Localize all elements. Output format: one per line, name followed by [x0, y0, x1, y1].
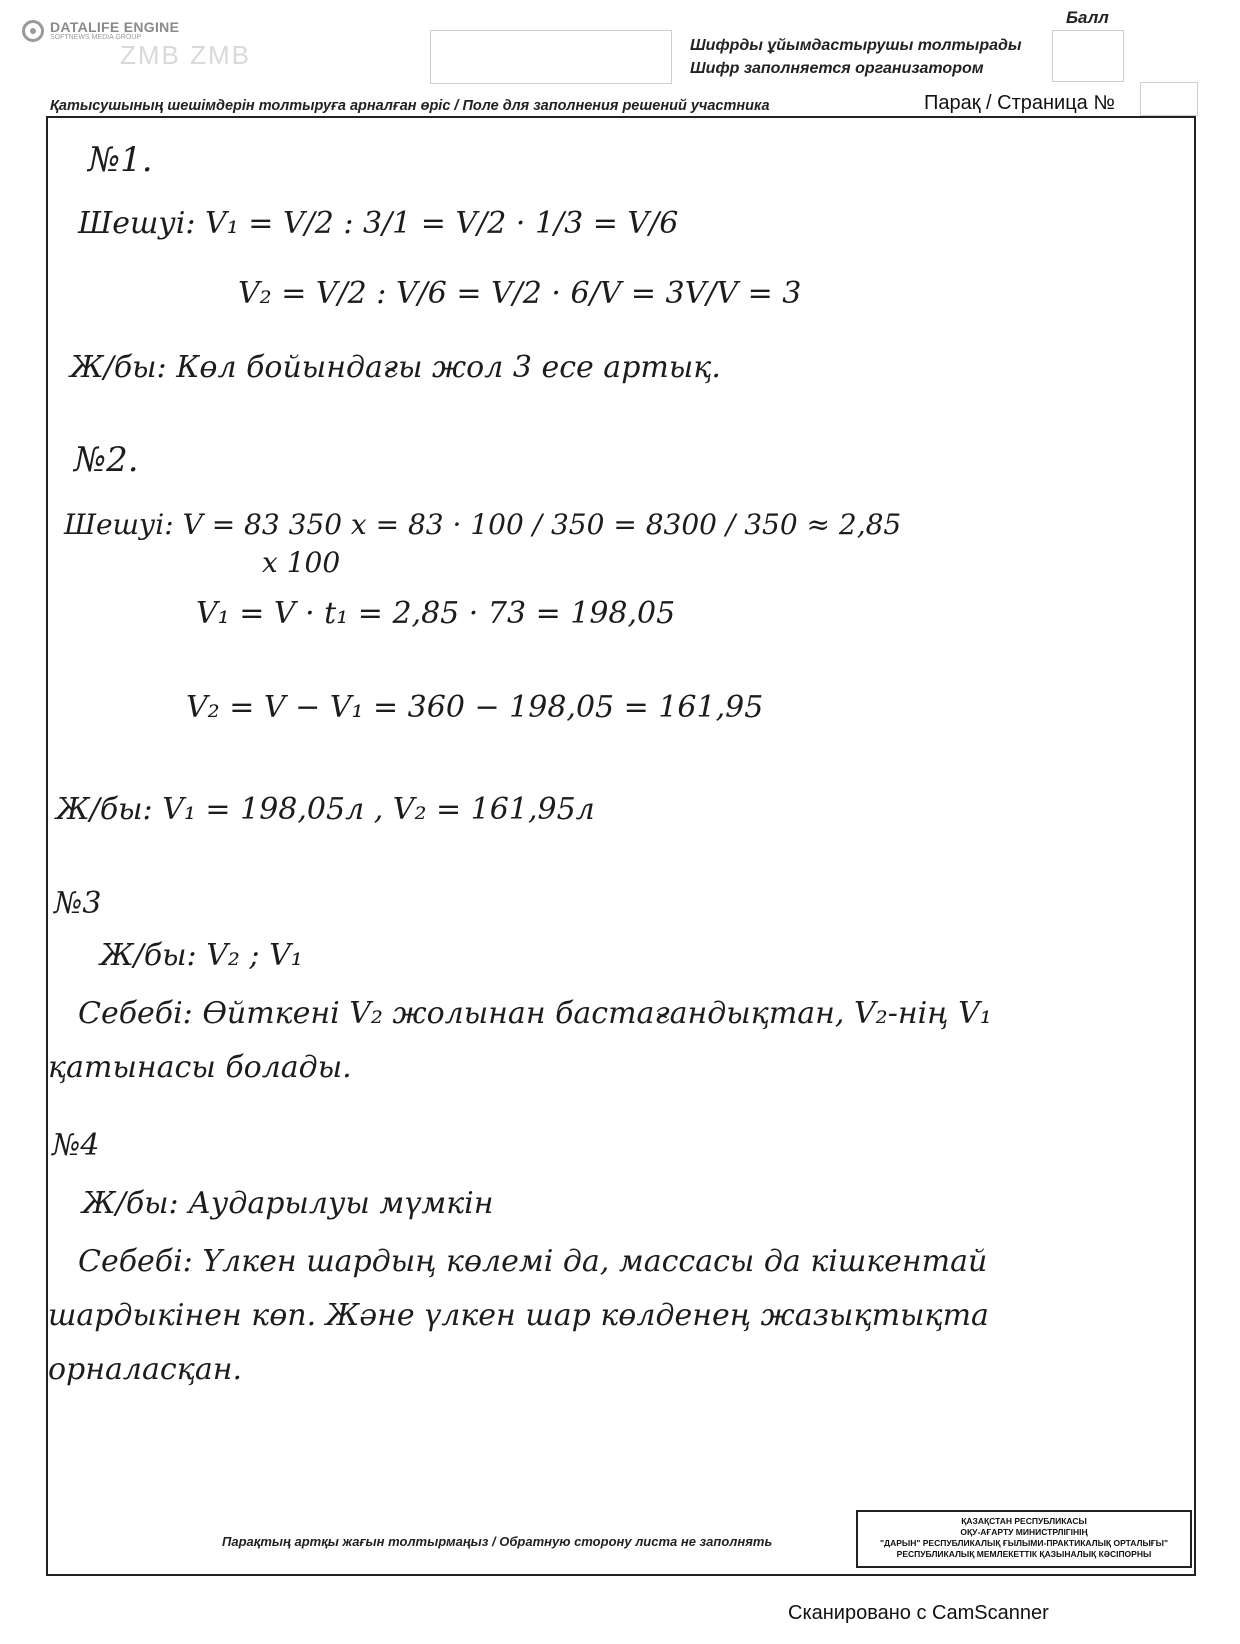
back-side-note: Парақтың артқы жағын толтырмаңыз / Обратную сторону листа не заполнять [222, 1534, 773, 1549]
datalife-logo-icon [22, 20, 44, 42]
cipher-note-kz: Шифрды ұйымдастырушы толтырады [690, 37, 1022, 54]
problem-1-solution-line-2: V₂ = V/2 : V/6 = V/2 · 6/V = 3V/V = 3 [238, 276, 802, 311]
problem-4-number: №4 [52, 1128, 100, 1163]
problem-2-solution-line-1b: x 100 [262, 546, 341, 579]
problem-1-solution-line-1: Шешуі: V₁ = V/2 : 3/1 = V/2 · 1/3 = V/6 [78, 206, 679, 241]
logo-subtitle: SOFTNEWS MEDIA GROUP [50, 34, 142, 41]
watermark: ZMB ZMB [120, 40, 251, 70]
page-number-label: Парақ / Страница № [924, 92, 1115, 114]
problem-4-reason-line-2: шардыкінен көп. Және үлкен шар көлденең жазықтықта [48, 1298, 989, 1333]
cipher-note [690, 34, 1022, 80]
organization-stamp [856, 1510, 1192, 1568]
problem-2-solution-line-3: V₂ = V − V₁ = 360 − 198,05 = 161,95 [186, 690, 764, 725]
problem-3-reason-line-1: Себебі: Өйткені V₂ жолынан бастағандықтан, V₂-нің V₁ [78, 996, 992, 1031]
problem-3-answer: Ж/бы: V₂ ; V₁ [100, 938, 303, 973]
problem-1-number: №1. [88, 140, 153, 180]
score-box [1052, 30, 1124, 82]
problem-3-reason-line-2: қатынасы болады. [48, 1050, 352, 1085]
problem-4-reason-line-3: орналасқан. [48, 1352, 243, 1387]
logo-text [50, 20, 179, 42]
problem-4-answer: Ж/бы: Аударылуы мүмкін [82, 1186, 494, 1221]
problem-3-number: №3 [54, 886, 102, 921]
score-label: Балл [1066, 8, 1109, 27]
problem-2-solution-line-2: V₁ = V · t₁ = 2,85 · 73 = 198,05 [196, 596, 676, 631]
problem-4-reason-line-1: Себебі: Үлкен шардың көлемі да, массасы да кішкентай [78, 1244, 988, 1279]
problem-2-number: №2. [74, 440, 139, 480]
problem-2-answer: Ж/бы: V₁ = 198,05л , V₂ = 161,95л [56, 792, 595, 827]
stamp-line: "ДАРЫН" РЕСПУБЛИКАЛЫҚ ҒЫЛЫМИ-ПРАКТИКАЛЫҚ ОРТАЛЫҒЫ" [880, 1538, 1168, 1548]
stamp-line: ҚАЗАҚСТАН РЕСПУБЛИКАСЫ [961, 1516, 1087, 1526]
problem-2-solution-line-1: Шешуі: V = 83 350 x = 83 · 100 / 350 = 8300 / 350 ≈ 2,85 [64, 508, 902, 541]
problem-1-answer: Ж/бы: Көл бойындағы жол 3 есе артық. [70, 350, 721, 385]
page-number-box [1140, 82, 1198, 116]
scanner-note: Сканировано с CamScanner [788, 1602, 1049, 1624]
logo [22, 20, 179, 42]
solution-field-label: Қатысушының шешімдерін толтыруға арналған өріс / Поле для заполнения решений участника [50, 98, 770, 114]
logo-title: DATALIFE ENGINE [50, 19, 180, 35]
cipher-box [430, 30, 672, 84]
solution-field [46, 116, 1196, 1576]
stamp-line: ОҚУ-АҒАРТУ МИНИСТРЛІГІНІҢ [960, 1527, 1088, 1537]
cipher-note-ru: Шифр заполняется организатором [690, 60, 984, 77]
stamp-line: РЕСПУБЛИКАЛЫҚ МЕМЛЕКЕТТІК ҚАЗЫНАЛЫҚ КӘСІПОРНЫ [896, 1549, 1152, 1559]
